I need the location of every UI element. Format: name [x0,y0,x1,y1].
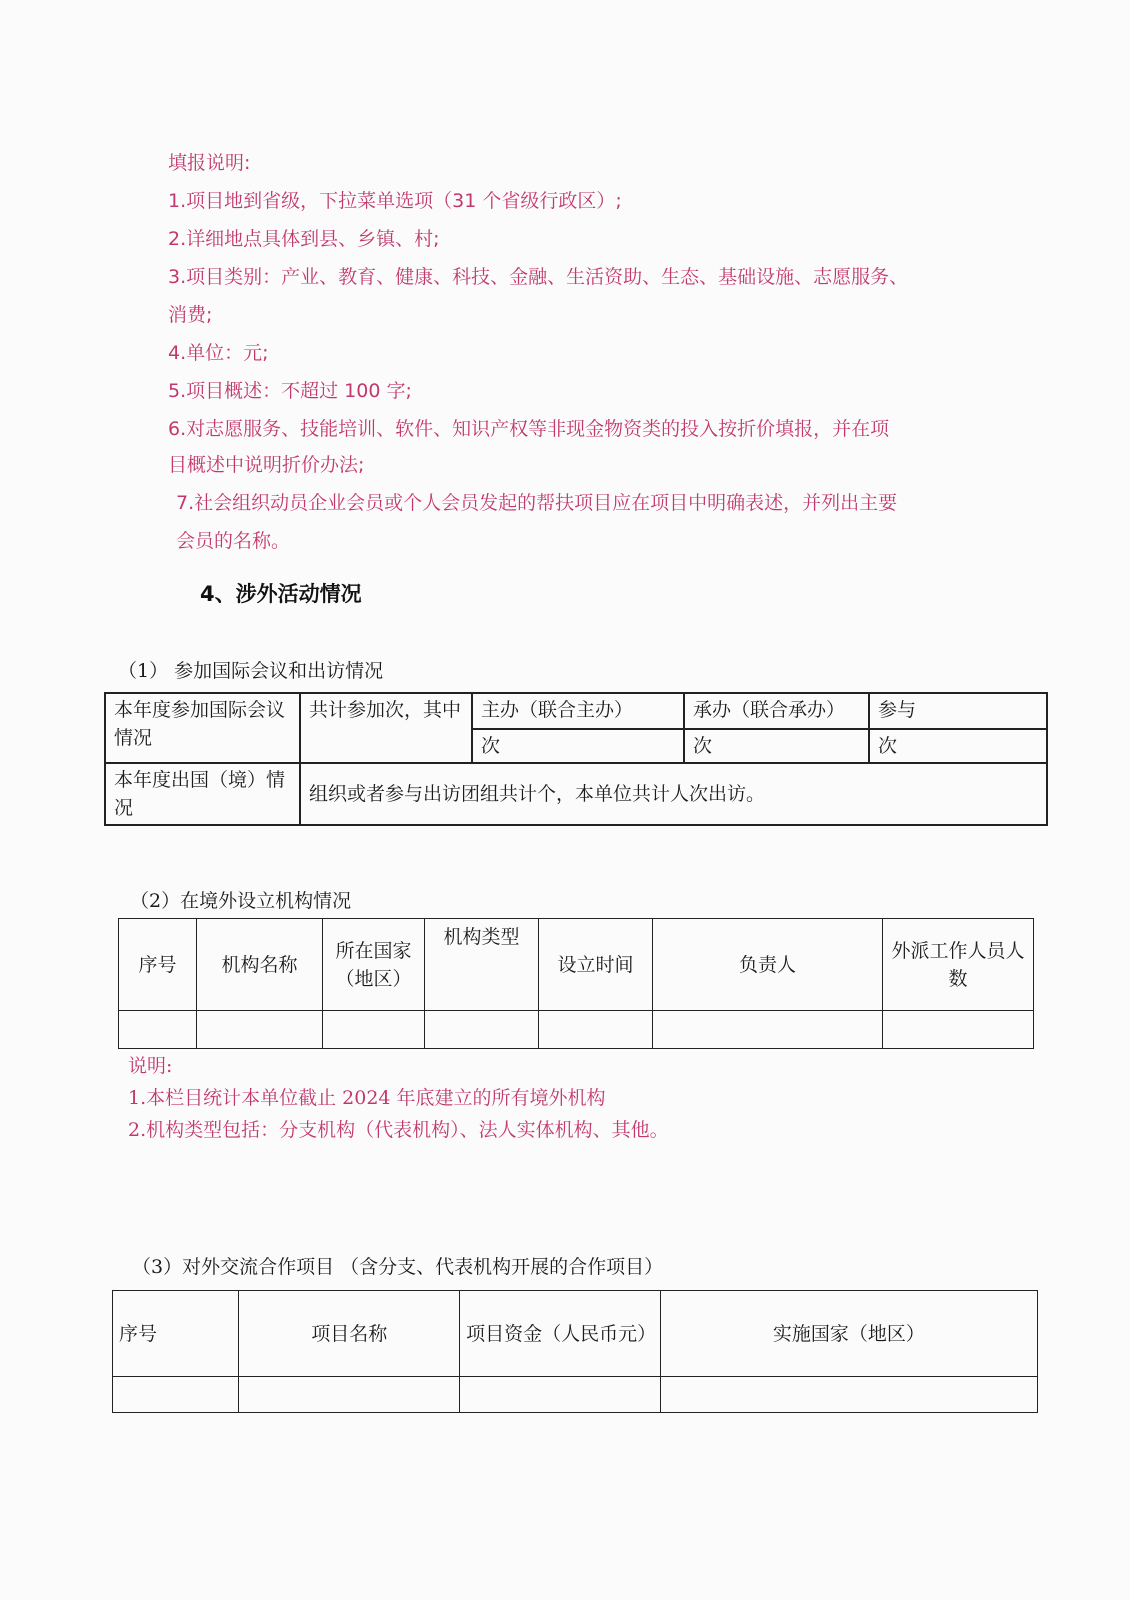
header-country: 实施国家（地区） [660,1291,1037,1377]
header-index: 序号 [113,1291,239,1377]
empty-cell[interactable] [425,1011,539,1049]
instruction-item-1: 1.项目地到省级，下拉菜单选项（31 个省级行政区）; [168,190,622,212]
row1-label: 本年度参加国际会议情况 [105,693,300,763]
instruction-item-4: 4.单位：元; [168,342,269,364]
fill-instructions [168,144,968,558]
col-host-header: 主办（联合主办） [472,693,684,729]
part2-notes [128,1050,669,1146]
empty-cell[interactable] [239,1377,460,1413]
part2-title: （2）在境外设立机构情况 [130,890,352,912]
header-established-time: 设立时间 [539,919,653,1011]
instruction-item-7-cont: 会员的名称。 [176,530,291,552]
overseas-institutions-table [118,918,1034,1049]
part3-title: （3）对外交流合作项目 （含分支、代表机构开展的合作项目） [132,1256,664,1278]
row2-label: 本年度出国（境）情况 [105,763,300,825]
row2-text-cell[interactable]: 组织或者参与出访团组共计个，本单位共计人次出访。 [300,763,1047,825]
participate-count-cell[interactable]: 次 [869,729,1047,763]
host-count-cell[interactable]: 次 [472,729,684,763]
instruction-item-2: 2.详细地点具体到县、乡镇、村; [168,228,440,250]
instruction-item-6-cont: 目概述中说明折价办法; [168,454,365,476]
part2-note-1: 1.本栏目统计本单位截止 2024 年底建立的所有境外机构 [128,1087,606,1109]
empty-cell[interactable] [113,1377,239,1413]
header-staff-count: 外派工作人员人数 [883,919,1034,1011]
empty-cell[interactable] [460,1377,661,1413]
instruction-item-3: 3.项目类别：产业、教育、健康、科技、金融、生活资助、生态、基础设施、志愿服务、 [168,266,909,288]
header-country: 所在国家（地区） [323,919,425,1011]
row1-total-cell[interactable]: 共计参加次，其中 [300,693,472,763]
empty-cell[interactable] [539,1011,653,1049]
header-institution-name: 机构名称 [197,919,323,1011]
instruction-item-6: 6.对志愿服务、技能培训、软件、知识产权等非现金物资类的投入按折价填报，并在项 [168,418,890,440]
instruction-item-7: 7.社会组织动员企业会员或个人会员发起的帮扶项目应在项目中明确表述，并列出主要 [176,492,898,514]
instruction-item-3-cont: 消费; [168,304,213,326]
meetings-table [104,692,1048,826]
instruction-item-5: 5.项目概述：不超过 100 字; [168,380,412,402]
organize-count-cell[interactable]: 次 [684,729,869,763]
empty-cell[interactable] [323,1011,425,1049]
part2-note-2: 2.机构类型包括：分支机构（代表机构）、法人实体机构、其他。 [128,1119,669,1141]
cooperation-projects-table [112,1290,1038,1413]
header-person-in-charge: 负责人 [653,919,883,1011]
part1-title: （1） 参加国际会议和出访情况 [118,660,384,682]
header-project-funds: 项目资金（人民币元） [460,1291,661,1377]
part2-note-title: 说明: [128,1055,173,1077]
empty-cell[interactable] [197,1011,323,1049]
empty-cell[interactable] [653,1011,883,1049]
empty-cell[interactable] [660,1377,1037,1413]
empty-cell[interactable] [883,1011,1034,1049]
col-organize-header: 承办（联合承办） [684,693,869,729]
header-index: 序号 [119,919,197,1011]
section-heading: 4、涉外活动情况 [200,582,362,606]
instructions-title: 填报说明: [168,152,251,174]
header-project-name: 项目名称 [239,1291,460,1377]
empty-cell[interactable] [119,1011,197,1049]
header-institution-type: 机构类型 [425,919,539,1011]
col-participate-header: 参与 [869,693,1047,729]
